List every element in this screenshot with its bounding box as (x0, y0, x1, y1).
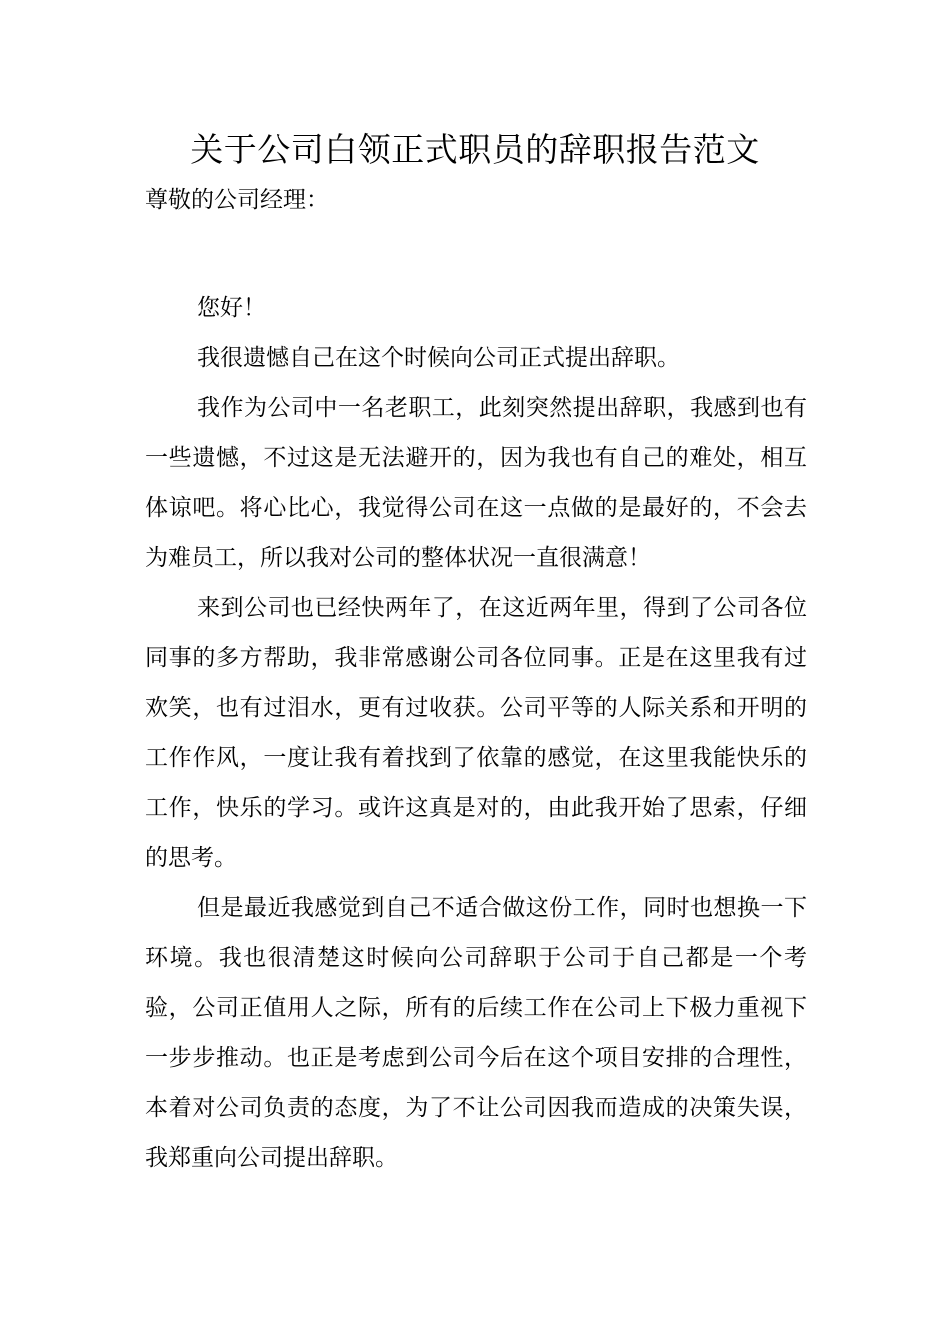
document-title: 关于公司白领正式职员的辞职报告范文 (190, 130, 760, 169)
paragraph-reason: 我作为公司中一名老职工，此刻突然提出辞职，我感到也有一些遗憾，不过这是无法避开的，因为我也有自己的难处，相互体谅吧。将心比心，我觉得公司在这一点做的是最好的，不会去为难员工，所以我对公司的整体状况一直很满意！ (145, 395, 807, 571)
paragraph-greeting: 您好！ (197, 295, 266, 321)
letter-body (145, 283, 807, 1183)
paragraph-intro: 我很遗憾自己在这个时候向公司正式提出辞职。 (197, 345, 680, 371)
paragraph-gratitude: 来到公司也已经快两年了，在这近两年里，得到了公司各位同事的多方帮助，我非常感谢公司各位同事。正是在这里我有过欢笑，也有过泪水，更有过收获。公司平等的人际关系和开明的工作作风，一度让我有着找到了依靠的感觉，在这里我能快乐的工作，快乐的学习。或许这真是对的，由此我开始了思索，仔细的思考。 (145, 595, 807, 871)
paragraph-decision: 但是最近我感觉到自己不适合做这份工作，同时也想换一下环境。我也很清楚这时候向公司辞职于公司于自己都是一个考验，公司正值用人之际，所有的后续工作在公司上下极力重视下一步步推动。也正是考虑到公司今后在这个项目安排的合理性，本着对公司负责的态度，为了不让公司因我而造成的决策失误，我郑重向公司提出辞职。 (145, 895, 807, 1171)
salutation: 尊敬的公司经理： (145, 187, 329, 213)
